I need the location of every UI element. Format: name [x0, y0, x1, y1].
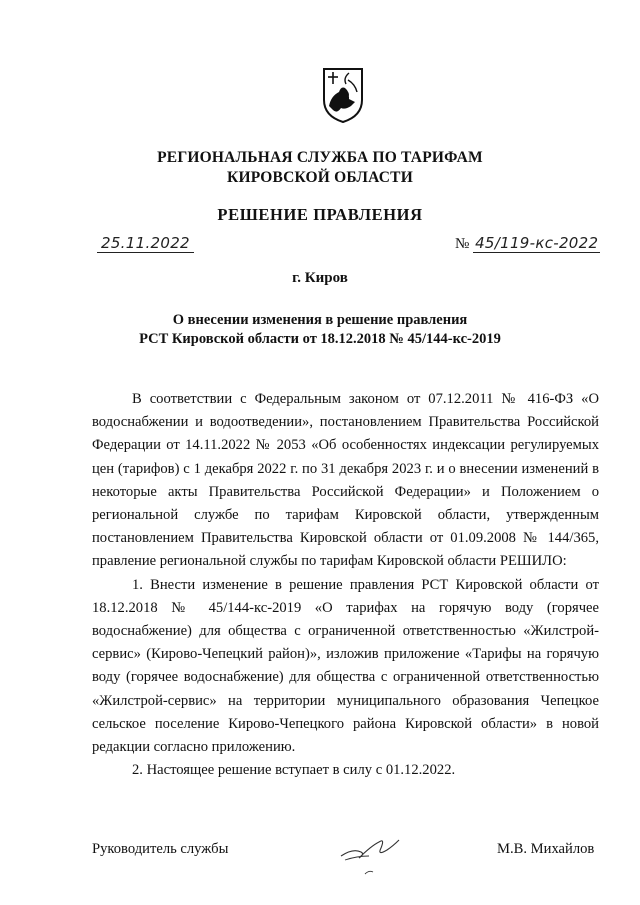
signatory-name: М.В. Михайлов: [497, 841, 595, 857]
subject-line1: О внесении изменения в решение правления: [172, 312, 468, 328]
body-paragraph-item2: 2. Настоящее решение вступает в силу с 01.12.2022.: [132, 762, 456, 779]
body-paragraph-item1: 1. Внести изменение в решение правления РСТ Кировской области от 18.12.2018 № 45/144-кс-2019 «О тарифах на горячую воду (горячее водоснабжение) для общества с ограниченной ответственностью «Жилстрой-сервис» (Кирово-Чепецкий район)», изложив приложение «Тарифы на горячую воду (горячее водоснабжение) для общества с ограниченной ответственностью «Жилстрой-сервис» на территории муниципального образования Чепецкое сельское поселение Кирово-Чепецкого района Кировской области» в новой редакции согласно приложению.: [92, 576, 599, 756]
body-paragraph-preamble: В соответствии с Федеральным законом от 07.12.2011 № 416-ФЗ «О водоснабжении и водоотведении», постановлением Правительства Российской Федерации от 14.11.2022 № 2053 «Об особенностях индексации регулируемых цен (тарифов) с 1 декабря 2022 г. по 31 декабря 2023 г. и о внесении изменений в некоторые акты Правительства Российской Федерации» и Положением о региональной службе по тарифам Кировской области, утвержденным постановлением Правительства Кировской области от 01.09.2008 № 144/365, правление региональной службы по тарифам Кировской области РЕШИЛО:: [92, 391, 599, 570]
coat-of-arms-icon: [321, 66, 365, 124]
city-name: г. Киров: [292, 270, 348, 286]
document-number-block: [455, 234, 600, 253]
document-type-title: РЕШЕНИЕ ПРАВЛЕНИЯ: [217, 205, 423, 224]
signature-icon: [335, 826, 405, 882]
organization-name-line1: РЕГИОНАЛЬНАЯ СЛУЖБА ПО ТАРИФАМ: [157, 149, 483, 166]
signatory-position: Руководитель службы: [92, 841, 229, 857]
document-number: 45/119-кс-2022: [475, 234, 599, 252]
document-date: 25.11.2022: [97, 234, 194, 253]
number-sign: №: [455, 236, 470, 252]
organization-name-line2: КИРОВСКОЙ ОБЛАСТИ: [227, 169, 413, 186]
document-body: [92, 388, 599, 782]
subject-line2: РСТ Кировской области от 18.12.2018 № 45/144-кс-2019: [139, 331, 501, 347]
